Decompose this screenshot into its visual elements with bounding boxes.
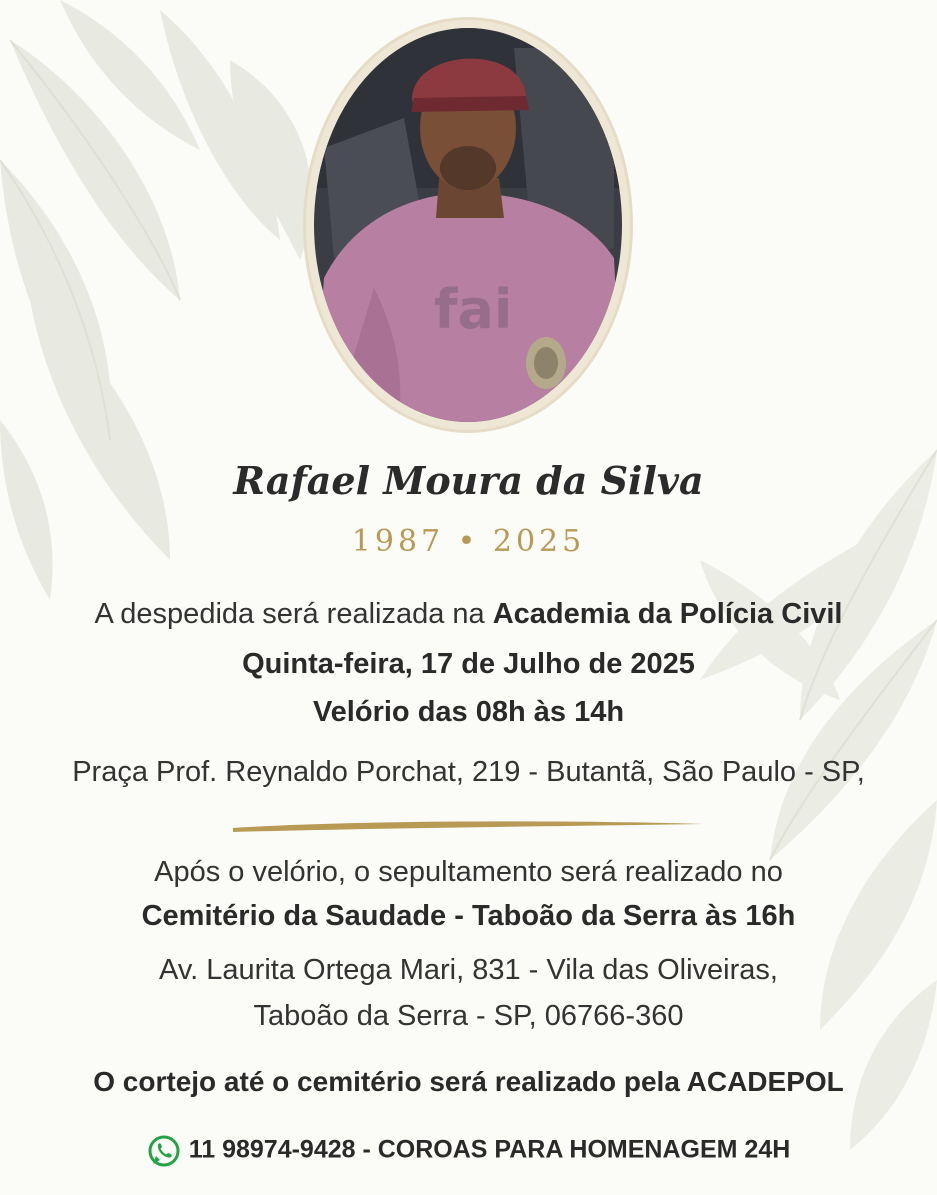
contact-line[interactable] — [0, 1134, 937, 1168]
burial-intro: Após o velório, o sepultamento será realizado no — [154, 856, 783, 888]
farewell-date: Quinta-feira, 17 de Julho de 2025 — [242, 648, 695, 680]
farewell-address: Praça Prof. Reynaldo Porchat, 219 - Butantã, São Paulo - SP, — [72, 756, 865, 788]
gold-divider — [233, 818, 703, 834]
portrait-photo — [314, 28, 622, 422]
procession-note: O cortejo até o cemitério será realizado pela ACADEPOL — [93, 1066, 844, 1097]
contact-text: 11 98974-9428 - COROAS PARA HOMENAGEM 24H — [188, 1135, 791, 1164]
burial-address-line1: Av. Laurita Ortega Mari, 831 - Vila das Oliveiras, — [159, 954, 778, 986]
burial-place: Cemitério da Saudade - Taboão da Serra às 16h — [141, 900, 796, 932]
burial-address-line2: Taboão da Serra - SP, 06766-360 — [253, 1000, 684, 1032]
farewell-intro: A despedida será realizada na — [94, 598, 493, 630]
farewell-place: Academia da Polícia Civil — [492, 598, 843, 630]
whatsapp-icon — [147, 1134, 181, 1168]
wake-hours: Velório das 08h às 14h — [312, 696, 625, 728]
life-years: 1987 • 2025 — [351, 524, 586, 559]
farewell-intro-line — [0, 598, 937, 631]
svg-text:fai: fai — [434, 278, 513, 341]
deceased-name: Rafael Moura da Silva — [233, 458, 704, 503]
